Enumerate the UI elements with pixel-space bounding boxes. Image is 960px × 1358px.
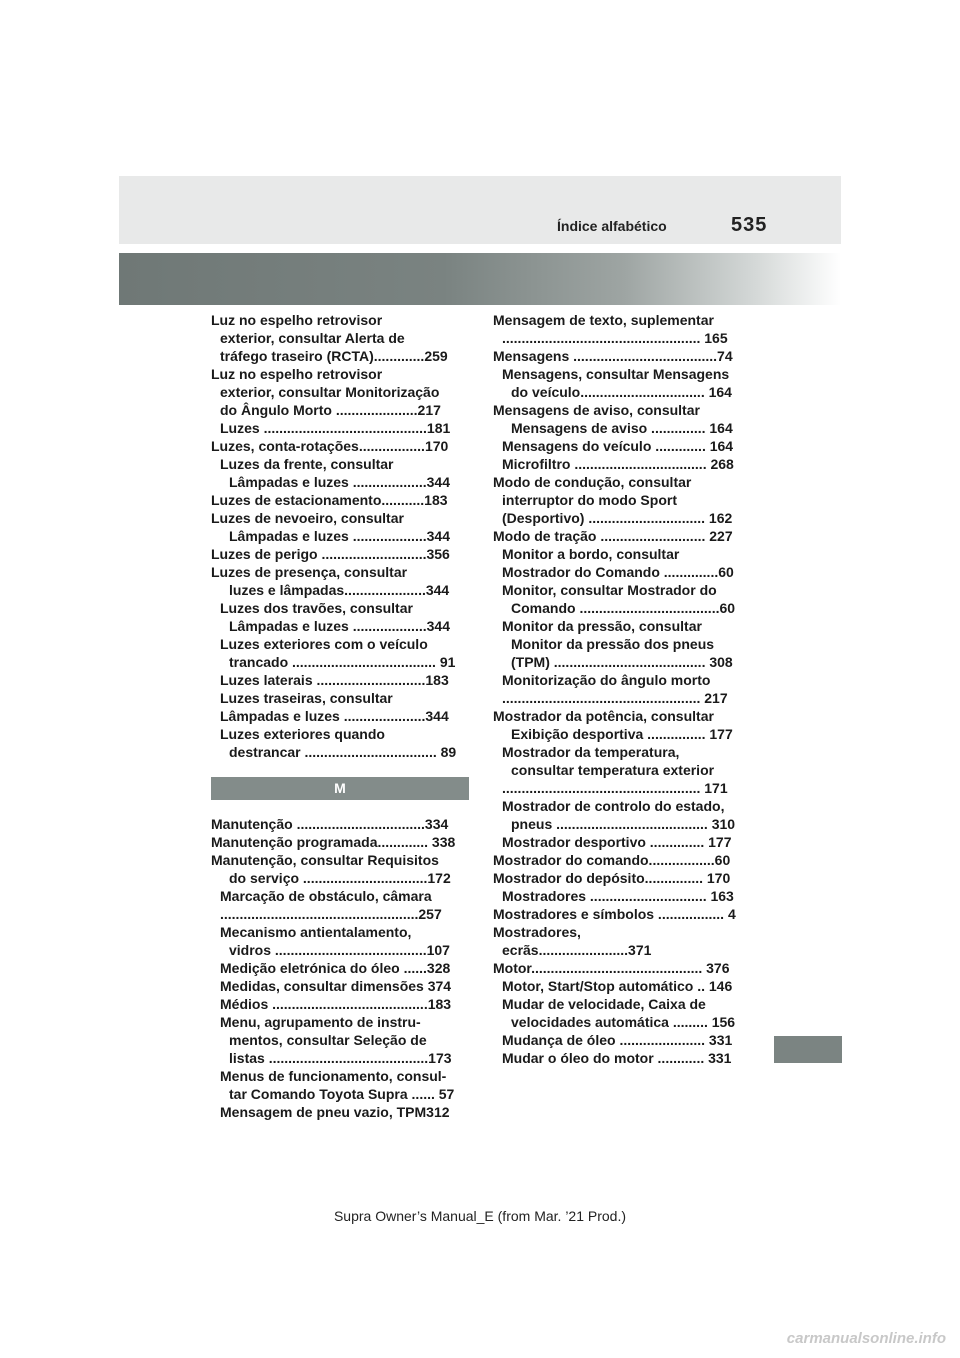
index-entry: Mensagens, consultar Mensagens [502, 366, 730, 382]
index-entry: Monitorização do ângulo morto [502, 672, 711, 688]
index-entry: Lâmpadas e luzes .....................344 [220, 708, 449, 724]
index-entry: Mostradores e símbolos ................. 4 [493, 906, 736, 922]
index-entry: listas .........................................173 [229, 1050, 452, 1066]
index-entry: Modo de condução, consultar [493, 474, 692, 490]
index-entry: Monitor da pressão, consultar [502, 618, 702, 634]
index-entry: Médios ........................................183 [220, 996, 452, 1012]
index-entry: trancado ..................................... 91 [229, 654, 456, 670]
index-entry: mentos, consultar Seleção de [229, 1032, 427, 1048]
index-entry: ................................................... 217 [502, 690, 728, 706]
index-entry: luzes e lâmpadas.....................344 [229, 582, 450, 598]
index-entry: Medição eletrónica do óleo ......328 [220, 960, 451, 976]
index-entry: Mecanismo antientalamento, [220, 924, 412, 940]
index-entry: ecrãs.......................371 [502, 942, 652, 958]
index-entry: tráfego traseiro (RCTA).............259 [220, 348, 448, 364]
index-entry: vidros .......................................107 [229, 942, 450, 958]
index-entry: Microfiltro .................................. 268 [502, 456, 734, 472]
index-entry: Mensagens do veículo ............. 164 [502, 438, 734, 454]
index-entry: Luz no espelho retrovisor [211, 312, 383, 328]
index-entry: Menus de funcionamento, consul- [220, 1068, 447, 1084]
index-entry: Exibição desportiva ............... 177 [511, 726, 733, 742]
index-entry: Mensagens .....................................74 [493, 348, 733, 364]
index-entry: Mostrador do Comando ..............60 [502, 564, 734, 580]
index-entry: Luz no espelho retrovisor [211, 366, 383, 382]
index-entry: Luzes de perigo ...........................356 [211, 546, 450, 562]
index-entry: Manutenção, consultar Requisitos [211, 852, 439, 868]
index-entry: tar Comando Toyota Supra ...... 57 [229, 1086, 455, 1102]
index-entry: Mensagem de pneu vazio, TPM312 [220, 1104, 450, 1120]
index-entry: Lâmpadas e luzes ...................344 [229, 618, 450, 634]
index-entry: Luzes dos travões, consultar [220, 600, 413, 616]
index-entries-l [211, 311, 471, 761]
index-entry: Comando ....................................60 [511, 600, 736, 616]
watermark: carmanualsonline.info [786, 1330, 946, 1347]
index-column-left [211, 311, 471, 1121]
index-entry: Marcação de obstáculo, câmara [220, 888, 432, 904]
index-entry: Luzes de nevoeiro, consultar [211, 510, 404, 526]
index-entry: velocidades automática ......... 156 [511, 1014, 736, 1030]
index-entry: Luzes ..........................................181 [220, 420, 451, 436]
index-entry: do serviço ................................172 [229, 870, 451, 886]
index-entry: Lâmpadas e luzes ...................344 [229, 474, 450, 490]
index-entry: destrancar .................................. 89 [229, 744, 457, 760]
index-entry: exterior, consultar Alerta de [220, 330, 405, 346]
index-entry: Manutenção .................................334 [211, 816, 449, 832]
index-entry: Mostrador desportivo .............. 177 [502, 834, 732, 850]
index-entry: Monitor da pressão dos pneus [511, 636, 715, 652]
index-entry: Mostrador do comando.................60 [493, 852, 731, 868]
index-entries-right [493, 311, 743, 1067]
index-entry: Luzes laterais ............................183 [220, 672, 449, 688]
index-entry: Mostrador do depósito............... 170 [493, 870, 731, 886]
index-entry: Mensagem de texto, suplementar [493, 312, 714, 328]
index-entry: Mensagens de aviso .............. 164 [511, 420, 733, 436]
index-entry: ...................................................257 [220, 906, 442, 922]
section-title: Índice alfabético [557, 218, 667, 234]
index-entry: do Ângulo Morto .....................217 [220, 402, 441, 418]
index-entry: Mostrador da potência, consultar [493, 708, 714, 724]
index-entry: Monitor, consultar Mostrador do [502, 582, 717, 598]
index-entry: exterior, consultar Monitorização [220, 384, 440, 400]
index-entry: Luzes de estacionamento...........183 [211, 492, 448, 508]
index-entry: Manutenção programada............. 338 [211, 834, 456, 850]
index-entry: Monitor a bordo, consultar [502, 546, 680, 562]
index-entry: Mostrador de controlo do estado, [502, 798, 725, 814]
index-entry: Mudar o óleo do motor ............ 331 [502, 1050, 732, 1066]
index-entry: Mudar de velocidade, Caixa de [502, 996, 706, 1012]
index-entry: pneus ....................................... 310 [511, 816, 736, 832]
index-entry: Luzes exteriores com o veículo [220, 636, 428, 652]
index-entry: Medidas, consultar dimensões 374 [220, 978, 452, 994]
footer-manual-title: Supra Owner’s Manual_E (from Mar. ’21 Prod.) [333, 1208, 627, 1224]
index-entry: interruptor do modo Sport [502, 492, 677, 508]
index-entry: Motor, Start/Stop automático .. 146 [502, 978, 733, 994]
index-entry: Mensagens de aviso, consultar [493, 402, 700, 418]
index-entry: Luzes, conta-rotações.................170 [211, 438, 449, 454]
index-entry: Motor............................................ 376 [493, 960, 730, 976]
index-entry: Luzes da frente, consultar [220, 456, 394, 472]
index-entry: ................................................... 171 [502, 780, 728, 796]
index-entries-m [211, 815, 471, 1121]
index-entry: Luzes traseiras, consultar [220, 690, 393, 706]
index-entry: (TPM) ....................................... 308 [511, 654, 733, 670]
index-entry: Modo de tração ........................... 227 [493, 528, 733, 544]
index-entry: do veículo................................ 164 [511, 384, 732, 400]
index-entry: Menu, agrupamento de instru- [220, 1014, 421, 1030]
index-entry: Mudança de óleo ...................... 331 [502, 1032, 733, 1048]
index-entry: Mostrador da temperatura, [502, 744, 680, 760]
index-entry: Luzes de presença, consultar [211, 564, 408, 580]
header-gradient-band [119, 253, 841, 305]
index-entry: Mostradores .............................. 163 [502, 888, 734, 904]
index-column-right [493, 311, 743, 1067]
letter-heading-m: M [211, 777, 469, 800]
page-number: 535 [731, 214, 768, 236]
index-entry: ................................................... 165 [502, 330, 728, 346]
index-entry: (Desportivo) .............................. 162 [502, 510, 733, 526]
index-entry: Lâmpadas e luzes ...................344 [229, 528, 450, 544]
section-thumb-tab [774, 1036, 842, 1063]
index-entry: Luzes exteriores quando [220, 726, 385, 742]
index-entry: consultar temperatura exterior [511, 762, 715, 778]
index-entry: Mostradores, [493, 924, 581, 940]
